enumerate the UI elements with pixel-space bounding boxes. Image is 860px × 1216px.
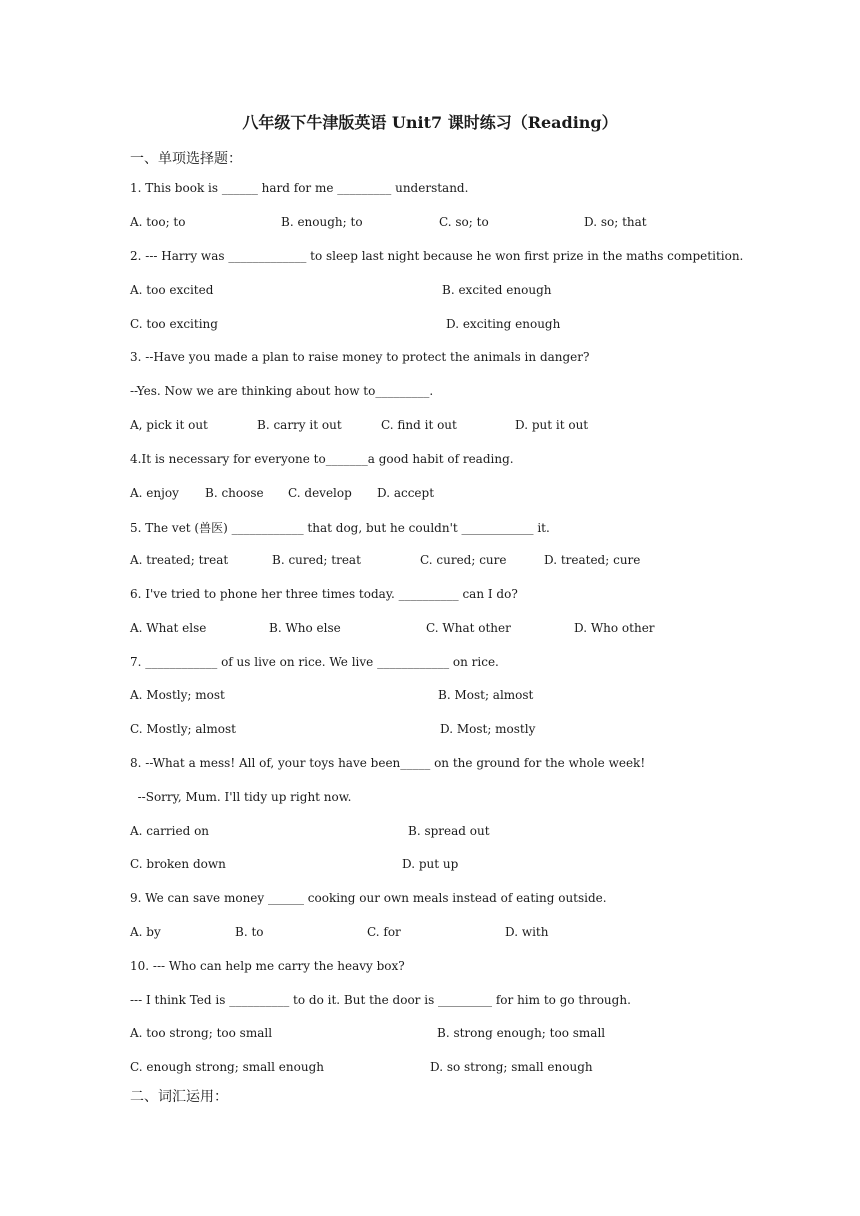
q9-option-b: B. to bbox=[235, 925, 264, 939]
q6-option-c: C. What other bbox=[426, 621, 511, 635]
q9-option-d: D. with bbox=[505, 925, 549, 939]
q10-option-b: B. strong enough; too small bbox=[437, 1026, 606, 1040]
question-8-stem: 8. --What a mess! All of, your toys have been_____ on the ground for the whole week! bbox=[130, 756, 646, 770]
page-title: 八年级下牛津版英语 Unit7 课时练习（Reading） bbox=[242, 113, 618, 132]
q3-option-b: B. carry it out bbox=[257, 418, 342, 432]
q10-option-d: D. so strong; small enough bbox=[430, 1060, 593, 1074]
q5-option-c: C. cured; cure bbox=[420, 553, 507, 567]
q6-option-b: B. Who else bbox=[269, 621, 341, 635]
q8-option-a: A. carried on bbox=[130, 824, 210, 838]
q4-option-c: C. develop bbox=[288, 486, 352, 500]
q8-option-b: B. spread out bbox=[408, 824, 490, 838]
q7-option-a: A. Mostly; most bbox=[130, 688, 225, 702]
question-10-stem-line2: --- I think Ted is __________ to do it. But the door is _________ for him to go through. bbox=[130, 993, 631, 1007]
q3-option-d: D. put it out bbox=[515, 418, 589, 432]
question-4-stem: 4.It is necessary for everyone to_______a good habit of reading. bbox=[130, 452, 514, 466]
question-2-stem: 2. --- Harry was _____________ to sleep last night because he won first prize in the maths competition. bbox=[130, 249, 744, 263]
q5-option-a: A. treated; treat bbox=[130, 553, 229, 567]
q2-option-b: B. excited enough bbox=[442, 283, 552, 297]
q4-option-d: D. accept bbox=[377, 486, 435, 500]
q8-option-d: D. put up bbox=[402, 857, 459, 871]
question-3-stem-line2: --Yes. Now we are thinking about how to_________. bbox=[130, 384, 434, 398]
question-3-stem: 3. --Have you made a plan to raise money to protect the animals in danger? bbox=[130, 350, 590, 364]
q2-option-a: A. too excited bbox=[130, 283, 214, 297]
q5-option-b: B. cured; treat bbox=[272, 553, 361, 567]
q7-option-b: B. Most; almost bbox=[438, 688, 534, 702]
q1-option-c: C. so; to bbox=[439, 215, 489, 229]
section-heading-multiple-choice: 一、单项选择题： bbox=[130, 151, 242, 167]
q2-option-c: C. too exciting bbox=[130, 317, 218, 331]
question-7-stem: 7. ____________ of us live on rice. We live ____________ on rice. bbox=[130, 655, 499, 669]
q6-option-d: D. Who other bbox=[574, 621, 655, 635]
q4-option-a: A. enjoy bbox=[130, 486, 179, 500]
question-10-stem: 10. --- Who can help me carry the heavy box? bbox=[130, 959, 405, 973]
q1-option-a: A. too; to bbox=[130, 215, 186, 229]
q1-option-d: D. so; that bbox=[584, 215, 647, 229]
question-8-stem-line2: --Sorry, Mum. I'll tidy up right now. bbox=[130, 790, 352, 804]
question-5-stem: 5. The vet (兽医) ____________ that dog, but he couldn't ____________ it. bbox=[130, 521, 550, 535]
question-9-stem: 9. We can save money ______ cooking our own meals instead of eating outside. bbox=[130, 891, 607, 905]
q3-option-a: A, pick it out bbox=[130, 418, 208, 432]
q10-option-a: A. too strong; too small bbox=[130, 1026, 273, 1040]
section-heading-vocabulary: 二、词汇运用： bbox=[130, 1089, 228, 1105]
q7-option-c: C. Mostly; almost bbox=[130, 722, 236, 736]
q5-option-d: D. treated; cure bbox=[544, 553, 641, 567]
q9-option-c: C. for bbox=[367, 925, 401, 939]
q2-option-d: D. exciting enough bbox=[446, 317, 561, 331]
q8-option-c: C. broken down bbox=[130, 857, 226, 871]
q3-option-c: C. find it out bbox=[381, 418, 457, 432]
q9-option-a: A. by bbox=[130, 925, 161, 939]
question-6-stem: 6. I've tried to phone her three times today. __________ can I do? bbox=[130, 587, 518, 601]
q4-option-b: B. choose bbox=[205, 486, 264, 500]
q1-option-b: B. enough; to bbox=[281, 215, 363, 229]
q10-option-c: C. enough strong; small enough bbox=[130, 1060, 324, 1074]
q7-option-d: D. Most; mostly bbox=[440, 722, 536, 736]
question-1-stem: 1. This book is ______ hard for me _________ understand. bbox=[130, 181, 469, 195]
q6-option-a: A. What else bbox=[130, 621, 207, 635]
